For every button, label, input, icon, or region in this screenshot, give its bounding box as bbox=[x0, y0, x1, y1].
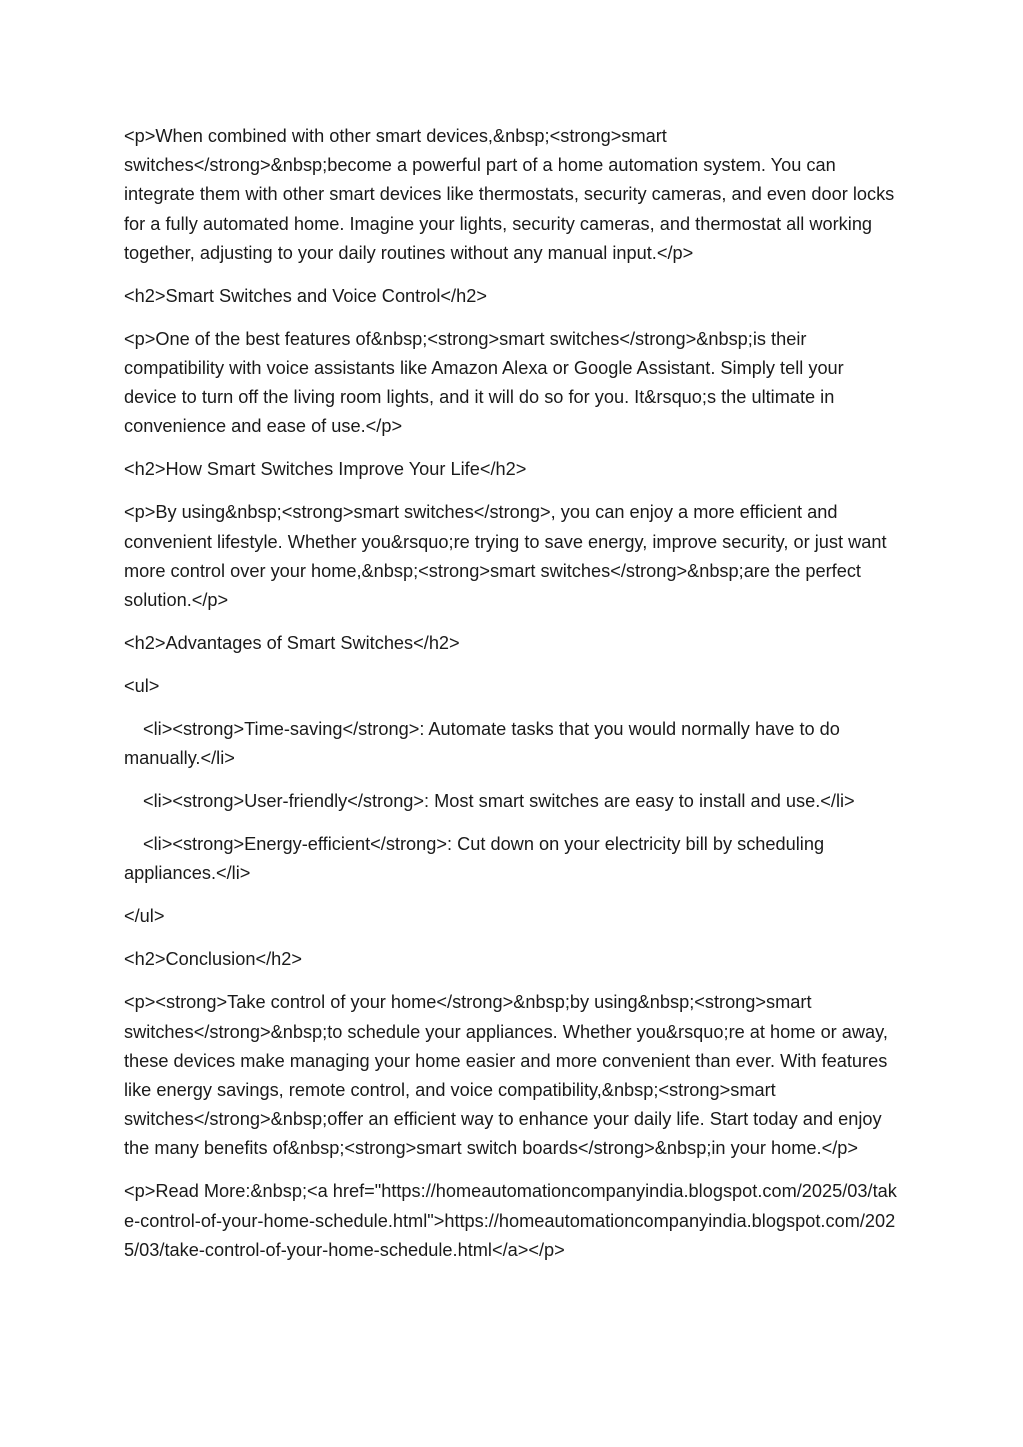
list-item-time-saving: <li><strong>Time-saving</strong>: Automate tasks that you would normally have to do manually.</li> bbox=[124, 719, 845, 769]
list-close-tag: </ul> bbox=[124, 906, 165, 927]
heading-conclusion: <h2>Conclusion</h2> bbox=[124, 949, 302, 970]
paragraph-read-more: <p>Read More:&nbsp;<a href="https://homeautomationcompanyindia.blogspot.com/2025/03/take-control-of-your-home-schedule.html">https://homeautomationcompanyindia.blogspot.com/2025/03/take-control-of-your-home-schedule.html</a></p> bbox=[124, 1181, 897, 1260]
paragraph-conclusion: <p><strong>Take control of your home</strong>&nbsp;by using&nbsp;<strong>smart switches</strong>&nbsp;to schedule your appliances. Whether you&rsquo;re at home or away, these devices make managing your home easier and more convenient than ever. With features like energy savings, remote control, and voice compatibility,&nbsp;<strong>smart switches</strong>&nbsp;offer an efficient way to enhance your daily life. Start today and enjoy the many benefits of&nbsp;<strong>smart switch boards</strong>&nbsp;in your home.</p> bbox=[124, 992, 894, 1159]
heading-improve-life: <h2>How Smart Switches Improve Your Life</h2> bbox=[124, 459, 527, 480]
paragraph-intro: <p>When combined with other smart devices,&nbsp;<strong>smart switches</strong>&nbsp;become a powerful part of a home automation system. You can integrate them with other smart devices like thermostats, security cameras, and even door locks for a fully automated home. Imagine your lights, security cameras, and thermostat all working together, adjusting to your daily routines without any manual input.</p> bbox=[124, 126, 900, 263]
list-item-user-friendly: <li><strong>User-friendly</strong>: Most smart switches are easy to install and use.</li> bbox=[143, 791, 855, 812]
heading-advantages: <h2>Advantages of Smart Switches</h2> bbox=[124, 633, 460, 654]
list-item-energy-efficient: <li><strong>Energy-efficient</strong>: Cut down on your electricity bill by scheduling appliances.</li> bbox=[124, 834, 830, 884]
paragraph-improve-life: <p>By using&nbsp;<strong>smart switches</strong>, you can enjoy a more efficient and convenient lifestyle. Whether you&rsquo;re trying to save energy, improve security, or just want more control over your home,&nbsp;<strong>smart switches</strong>&nbsp;are the perfect solution.</p> bbox=[124, 502, 892, 611]
document-page bbox=[124, 122, 899, 1279]
heading-voice-control: <h2>Smart Switches and Voice Control</h2> bbox=[124, 285, 487, 306]
list-open-tag: <ul> bbox=[124, 676, 160, 697]
paragraph-voice-control: <p>One of the best features of&nbsp;<strong>smart switches</strong>&nbsp;is their compatibility with voice assistants like Amazon Alexa or Google Assistant. Simply tell your device to turn off the living room lights, and it will do so for you. It&rsquo;s the ultimate in convenience and ease of use.</p> bbox=[124, 328, 849, 437]
